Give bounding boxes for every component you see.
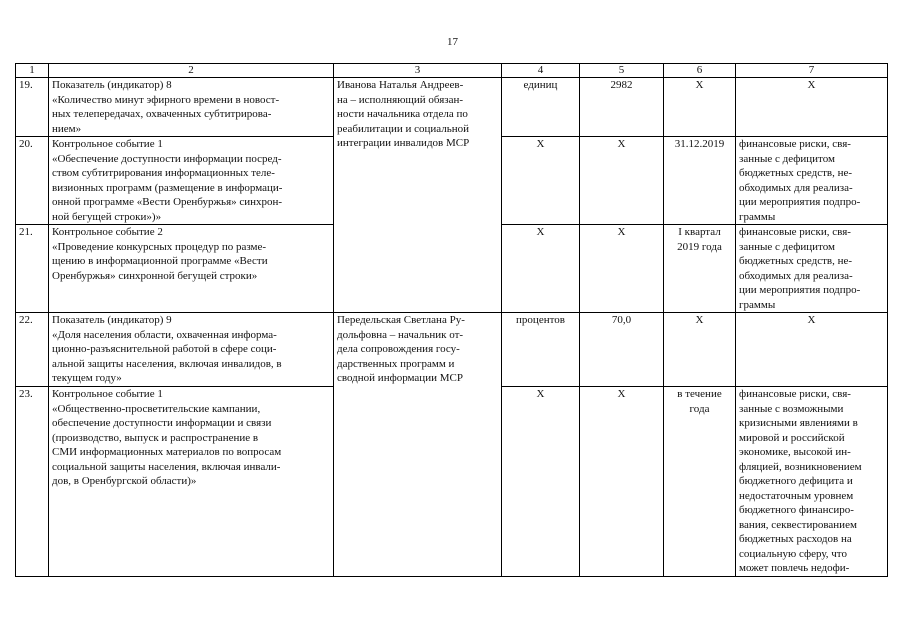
row-name-line: ством субтитрирования информационных теле- — [52, 167, 275, 179]
row-name-line: дов, в Оренбургской области)» — [52, 475, 197, 487]
responsible-person-line: ности начальника отдела по — [337, 108, 468, 120]
value-cell: 70,0 — [580, 313, 664, 387]
row-name — [49, 225, 334, 313]
row-name — [49, 313, 334, 387]
responsible-person — [334, 78, 502, 313]
risks-cell-line: мировой и российской — [739, 431, 845, 444]
responsible-person-line: интеграции инвалидов МСР — [337, 137, 470, 149]
row-name-line: «Доля населения области, охваченная информа- — [52, 328, 277, 341]
column-header: 5 — [580, 64, 664, 78]
risks-cell — [736, 225, 888, 313]
deadline-cell — [664, 137, 736, 225]
risks-cell-line: может повлечь недофи- — [739, 562, 850, 574]
column-header: 2 — [49, 64, 334, 78]
risks-cell — [736, 137, 888, 225]
row-name-line: СМИ информационных материалов по вопросам — [52, 446, 282, 458]
risks-cell-line: бюджетных расходов на — [739, 533, 852, 545]
risks-cell — [736, 387, 888, 577]
row-number: 22. — [16, 313, 49, 387]
row-name-line: «Проведение конкурсных процедур по разме- — [52, 240, 267, 253]
risks-cell-line: бюджетного финансиро- — [739, 504, 854, 516]
value-cell: X — [580, 387, 664, 577]
row-name-line: «Общественно-просветительские кампании, — [52, 402, 261, 415]
responsible-person-line: дольфовна – начальник от- — [337, 328, 464, 341]
value-cell: X — [580, 225, 664, 313]
row-name-line: альной защиты населения, включая инвалидов, в — [52, 357, 282, 370]
row-name-line: обеспечение доступности информации и связи — [52, 417, 272, 429]
deadline-cell — [664, 313, 736, 387]
risks-cell-line: финансовые риски, свя- — [739, 138, 851, 150]
row-name-line: визионных программ (размещение в информаци- — [52, 181, 283, 194]
row-name-line: Показатель (индикатор) 9 — [52, 314, 172, 326]
risks-cell-line: занные с возможными — [739, 402, 844, 415]
row-name-line: ной бегущей строки»)» — [52, 210, 162, 223]
deadline-cell-line: X — [695, 79, 704, 91]
risks-cell-line: кризисными явлениями в — [739, 417, 858, 429]
deadline-cell — [664, 387, 736, 577]
row-name-line: нием» — [52, 122, 82, 135]
row-number: 20. — [16, 137, 49, 225]
risks-cell-line: обходимых для реализа- — [739, 181, 853, 194]
row-number: 21. — [16, 225, 49, 313]
risks-cell-line: фляцией, возникновением — [739, 460, 862, 473]
risks-cell-line: экономике, высокой ин- — [739, 446, 851, 458]
deadline-cell-line: в течение — [677, 388, 722, 400]
risks-cell-line: бюджетных средств, не- — [739, 255, 853, 267]
unit-cell: X — [502, 387, 580, 577]
unit-cell: процентов — [502, 313, 580, 387]
risks-cell — [736, 313, 888, 387]
row-name-line: щению в информационной программе «Вести — [52, 255, 268, 267]
deadline-cell-line: года — [689, 402, 710, 415]
value-cell: 2982 — [580, 78, 664, 137]
risks-cell-line: ции мероприятия подпро- — [739, 284, 861, 296]
value-cell: X — [580, 137, 664, 225]
risks-cell-line: граммы — [739, 298, 776, 311]
unit-cell: X — [502, 225, 580, 313]
table-row — [16, 78, 888, 137]
row-name-line: текущем году» — [52, 372, 122, 384]
row-name-line: Контрольное событие 1 — [52, 138, 163, 150]
risks-cell-line: X — [807, 314, 816, 326]
column-header: 3 — [334, 64, 502, 78]
risks-cell-line: X — [807, 79, 816, 91]
row-number: 19. — [16, 78, 49, 137]
row-name-line: (производство, выпуск и распространение в — [52, 431, 259, 444]
responsible-person-line: дарственных программ и — [337, 357, 455, 370]
risks-cell-line: недостаточным уровнем — [739, 489, 854, 502]
risks-cell — [736, 78, 888, 137]
column-header: 6 — [664, 64, 736, 78]
row-name-line: ционно-разъяснительной работой в сфере соци- — [52, 343, 277, 355]
risks-cell-line: занные с дефицитом — [739, 240, 835, 253]
row-name-line: Контрольное событие 2 — [52, 226, 163, 238]
page-number: 17 — [447, 36, 458, 48]
deadline-cell-line: I квартал — [678, 226, 721, 238]
unit-cell: единиц — [502, 78, 580, 137]
row-name-line: ных телепередачах, охваченных субтитрирова- — [52, 108, 272, 120]
header-row — [16, 64, 888, 78]
responsible-person — [334, 313, 502, 577]
row-name-line: Показатель (индикатор) 8 — [52, 79, 172, 91]
row-name-line: Оренбуржья» синхронной бегущей строки» — [52, 269, 258, 282]
risks-cell-line: финансовые риски, свя- — [739, 226, 851, 238]
row-name-line: «Количество минут эфирного времени в новост- — [52, 93, 280, 106]
responsible-person-line: дела сопровождения госу- — [337, 343, 460, 355]
responsible-person-line: Иванова Наталья Андреев- — [337, 79, 464, 91]
risks-cell-line: обходимых для реализа- — [739, 269, 853, 282]
unit-cell: X — [502, 137, 580, 225]
deadline-cell — [664, 78, 736, 137]
risks-cell-line: социальную сферу, что — [739, 547, 847, 560]
row-name-line: Контрольное событие 1 — [52, 388, 163, 400]
deadline-cell-line: X — [695, 314, 704, 326]
responsible-person-line: Передельская Светлана Ру- — [337, 314, 465, 326]
row-name — [49, 387, 334, 577]
risks-cell-line: вания, секвестированием — [739, 518, 857, 531]
row-name — [49, 137, 334, 225]
risks-cell-line: занные с дефицитом — [739, 152, 835, 165]
deadline-cell-line: 2019 года — [677, 240, 722, 253]
deadline-cell — [664, 225, 736, 313]
responsible-person-line: сводной информации МСР — [337, 372, 463, 384]
program-table — [15, 63, 888, 577]
risks-cell-line: ции мероприятия подпро- — [739, 196, 861, 208]
row-name-line: «Обеспечение доступности информации посред- — [52, 152, 282, 165]
column-header: 7 — [736, 64, 888, 78]
risks-cell-line: финансовые риски, свя- — [739, 388, 851, 400]
responsible-person-line: реабилитации и социальной — [337, 122, 470, 135]
row-name-line: социальной защиты населения, включая инвали- — [52, 460, 281, 473]
risks-cell-line: бюджетных средств, не- — [739, 167, 853, 179]
risks-cell-line: граммы — [739, 210, 776, 223]
risks-cell-line: бюджетного дефицита и — [739, 475, 853, 487]
column-header: 1 — [16, 64, 49, 78]
row-name-line: онной программе «Вести Оренбуржья» синхрон- — [52, 196, 283, 208]
table-row — [16, 313, 888, 387]
responsible-person-line: на – исполняющий обязан- — [337, 93, 464, 106]
deadline-cell-line: 31.12.2019 — [674, 138, 725, 150]
row-number: 23. — [16, 387, 49, 577]
row-name — [49, 78, 334, 137]
column-header: 4 — [502, 64, 580, 78]
